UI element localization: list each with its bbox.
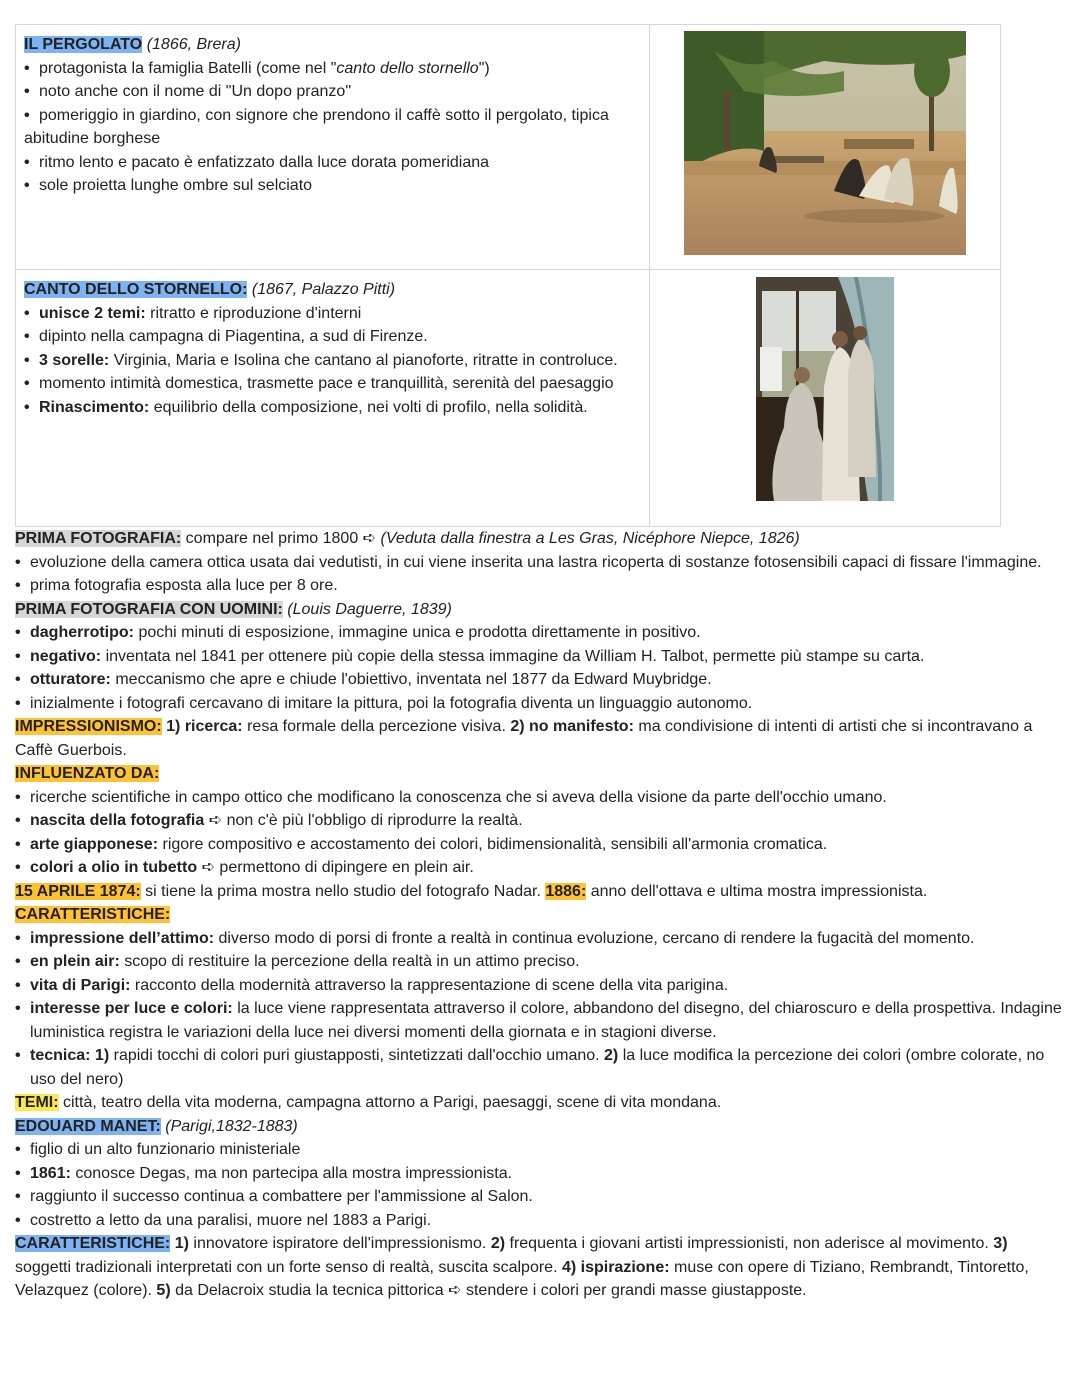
list-item: • pomeriggio in giardino, con signore che prendono il caffè sotto il pergolato, tipica abitudine borghese: [24, 104, 641, 151]
list-item: • raggiunto il successo continua a combattere per l'ammissione al Salon.: [15, 1185, 1065, 1209]
pergolato-painting: [684, 31, 966, 255]
date-1874: 15 APRILE 1874:: [15, 882, 141, 900]
list-item: • 3 sorelle: Virginia, Maria e Isolina che cantano al pianoforte, ritratte in controluce.: [24, 349, 641, 373]
impressionismo-title: IMPRESSIONISMO:: [15, 718, 162, 735]
list-item: • inizialmente i fotografi cercavano di imitare la pittura, poi la fotografia diventa un linguaggio autonomo.: [15, 692, 1065, 716]
foto-uomini-title: PRIMA FOTOGRAFIA CON UOMINI:: [15, 600, 283, 618]
list-item: • costretto a letto da una paralisi, muore nel 1883 a Parigi.: [15, 1209, 1065, 1233]
list-item: • dagherrotipo: pochi minuti di esposizione, immagine unica e prodotta direttamente in positivo.: [15, 621, 1065, 645]
foto-uomini-heading-line: PRIMA FOTOGRAFIA CON UOMINI: (Louis Daguerre, 1839): [15, 600, 452, 618]
list-item: • nascita della fotografia ➪ non c'è più l'obbligo di riprodurre la realtà.: [15, 809, 1065, 833]
list-item: • arte giapponese: rigore compositivo e accostamento dei colori, bidimensionalità, sensibili all'armonia cromatica.: [15, 833, 1065, 857]
list-item: • colori a olio in tubetto ➪ permettono di dipingere en plein air.: [15, 856, 1065, 880]
caratteristiche-heading-line: [15, 903, 1065, 927]
list-item: • figlio di un alto funzionario ministeriale: [15, 1138, 1065, 1162]
stornello-painting: [756, 277, 894, 501]
list-item: • ricerche scientifiche in campo ottico che modificano la conoscenza che si aveva della visione da parte dell'occhio umano.: [15, 786, 1065, 810]
main-notes: [15, 527, 1065, 1303]
foto-heading-line: PRIMA FOTOGRAFIA: compare nel primo 1800 ➪ (Veduta dalla finestra a Les Gras, Nicéphore Niepce, 1826): [15, 530, 800, 547]
manet-title: EDOUARD MANET:: [15, 1117, 161, 1135]
list-item: • momento intimità domestica, trasmette pace e tranquillità, serenità del paesaggio: [24, 372, 641, 396]
stornello-title: CANTO DELLO STORNELLO:: [24, 281, 248, 298]
list-item: • prima fotografia esposta alla luce per 8 ore.: [15, 574, 1065, 598]
list-item: • tecnica: 1) rapidi tocchi di colori puri giustapposti, sintetizzati dall'occhio umano. 2) la luce modifica la percezione dei colori (ombre colorate, no uso del nero): [15, 1044, 1065, 1091]
list-item: • protagonista la famiglia Batelli (come nel "canto dello stornello"): [24, 57, 641, 81]
list-item: • noto anche con il nome di "Un dopo pranzo": [24, 80, 641, 104]
list-item: • impressione dell’attimo: diverso modo di porsi di fronte a realtà in continua evoluzione, cercano di rendere la fugacità del momento.: [15, 927, 1065, 951]
list-item: • dipinto nella campagna di Piagentina, a sud di Firenze.: [24, 325, 641, 349]
influenzato-heading-line: [15, 762, 1065, 786]
temi-line: TEMI: città, teatro della vita moderna, campagna attorno a Parigi, paesaggi, scene di vita mondana.: [15, 1094, 722, 1111]
pergolato-text-cell: [16, 25, 650, 270]
caratteristiche-title: CARATTERISTICHE:: [15, 906, 171, 923]
date-line: 15 APRILE 1874: si tiene la prima mostra nello studio del fotografo Nadar. 1886: anno dell'ottava e ultima mostra impressionista.: [15, 882, 928, 900]
date-1886: 1886:: [545, 882, 587, 900]
list-item: • en plein air: scopo di restituire la percezione della realtà in un attimo preciso.: [15, 950, 1065, 974]
stornello-meta: (1867, Palazzo Pitti): [251, 281, 396, 298]
list-item: • evoluzione della camera ottica usata dai vedutisti, in cui viene inserita una lastra ricoperta di sostanze fotosensibili capaci di fissare l'immagine.: [15, 551, 1065, 575]
list-item: • negativo: inventata nel 1841 per ottenere più copie della stessa immagine da William H. Talbot, permette più stampe su carta.: [15, 645, 1065, 669]
influenzato-title: INFLUENZATO DA:: [15, 765, 160, 782]
list-item: • Rinascimento: equilibrio della composizione, nei volti di profilo, nella solidità.: [24, 396, 641, 420]
manet-heading-line: EDOUARD MANET: (Parigi,1832-1883): [15, 1117, 298, 1135]
list-item: • 1861: conosce Degas, ma non partecipa alla mostra impressionista.: [15, 1162, 1065, 1186]
manet-caratteristiche-paragraph: CARATTERISTICHE: 1) innovatore ispiratore dell'impressionismo. 2) frequenta i giovani artisti impressionisti, non aderisce al movimento. 3) soggetti tradizionali interpretati con un forte senso di realtà, suscita scalpore. 4) ispirazione: muse con opere di Tiziano, Rembrandt, Tintoretto, Velazquez (colore). 5) da Delacroix studia la tecnica pittorica ➪ stendere i colori per grandi masse giustapposte.: [15, 1235, 1029, 1299]
list-item: • sole proietta lunghe ombre sul selciato: [24, 174, 641, 198]
list-item: • unisce 2 temi: ritratto e riproduzione d'interni: [24, 302, 641, 326]
manet-caratteristiche-title: CARATTERISTICHE:: [15, 1235, 171, 1252]
pergolato-meta: (1866, Brera): [146, 36, 241, 53]
foto-title: PRIMA FOTOGRAFIA:: [15, 530, 182, 547]
impressionismo-paragraph: IMPRESSIONISMO: 1) ricerca: resa formale della percezione visiva. 2) no manifesto: ma condivisione di intenti di artisti che si incontravano a Caffè Guerbois.: [15, 718, 1033, 759]
list-item: • interesse per luce e colori: la luce viene rappresentata attraverso il colore, abbandono del disegno, del chiaroscuro e della prospettiva. Indagine luministica registra le variazioni della luce nei diversi momenti della giornata e in stagioni diverse.: [15, 997, 1065, 1044]
temi-title: TEMI:: [15, 1094, 59, 1111]
list-item: • ritmo lento e pacato è enfatizzato dalla luce dorata pomeridiana: [24, 151, 641, 175]
list-item: • otturatore: meccanismo che apre e chiude l'obiettivo, inventata nel 1877 da Edward Muybridge.: [15, 668, 1065, 692]
stornello-text-cell: [16, 270, 650, 527]
list-item: • vita di Parigi: racconto della modernità attraverso la rappresentazione di scene della vita parigina.: [15, 974, 1065, 998]
pergolato-title: IL PERGOLATO: [24, 36, 143, 53]
